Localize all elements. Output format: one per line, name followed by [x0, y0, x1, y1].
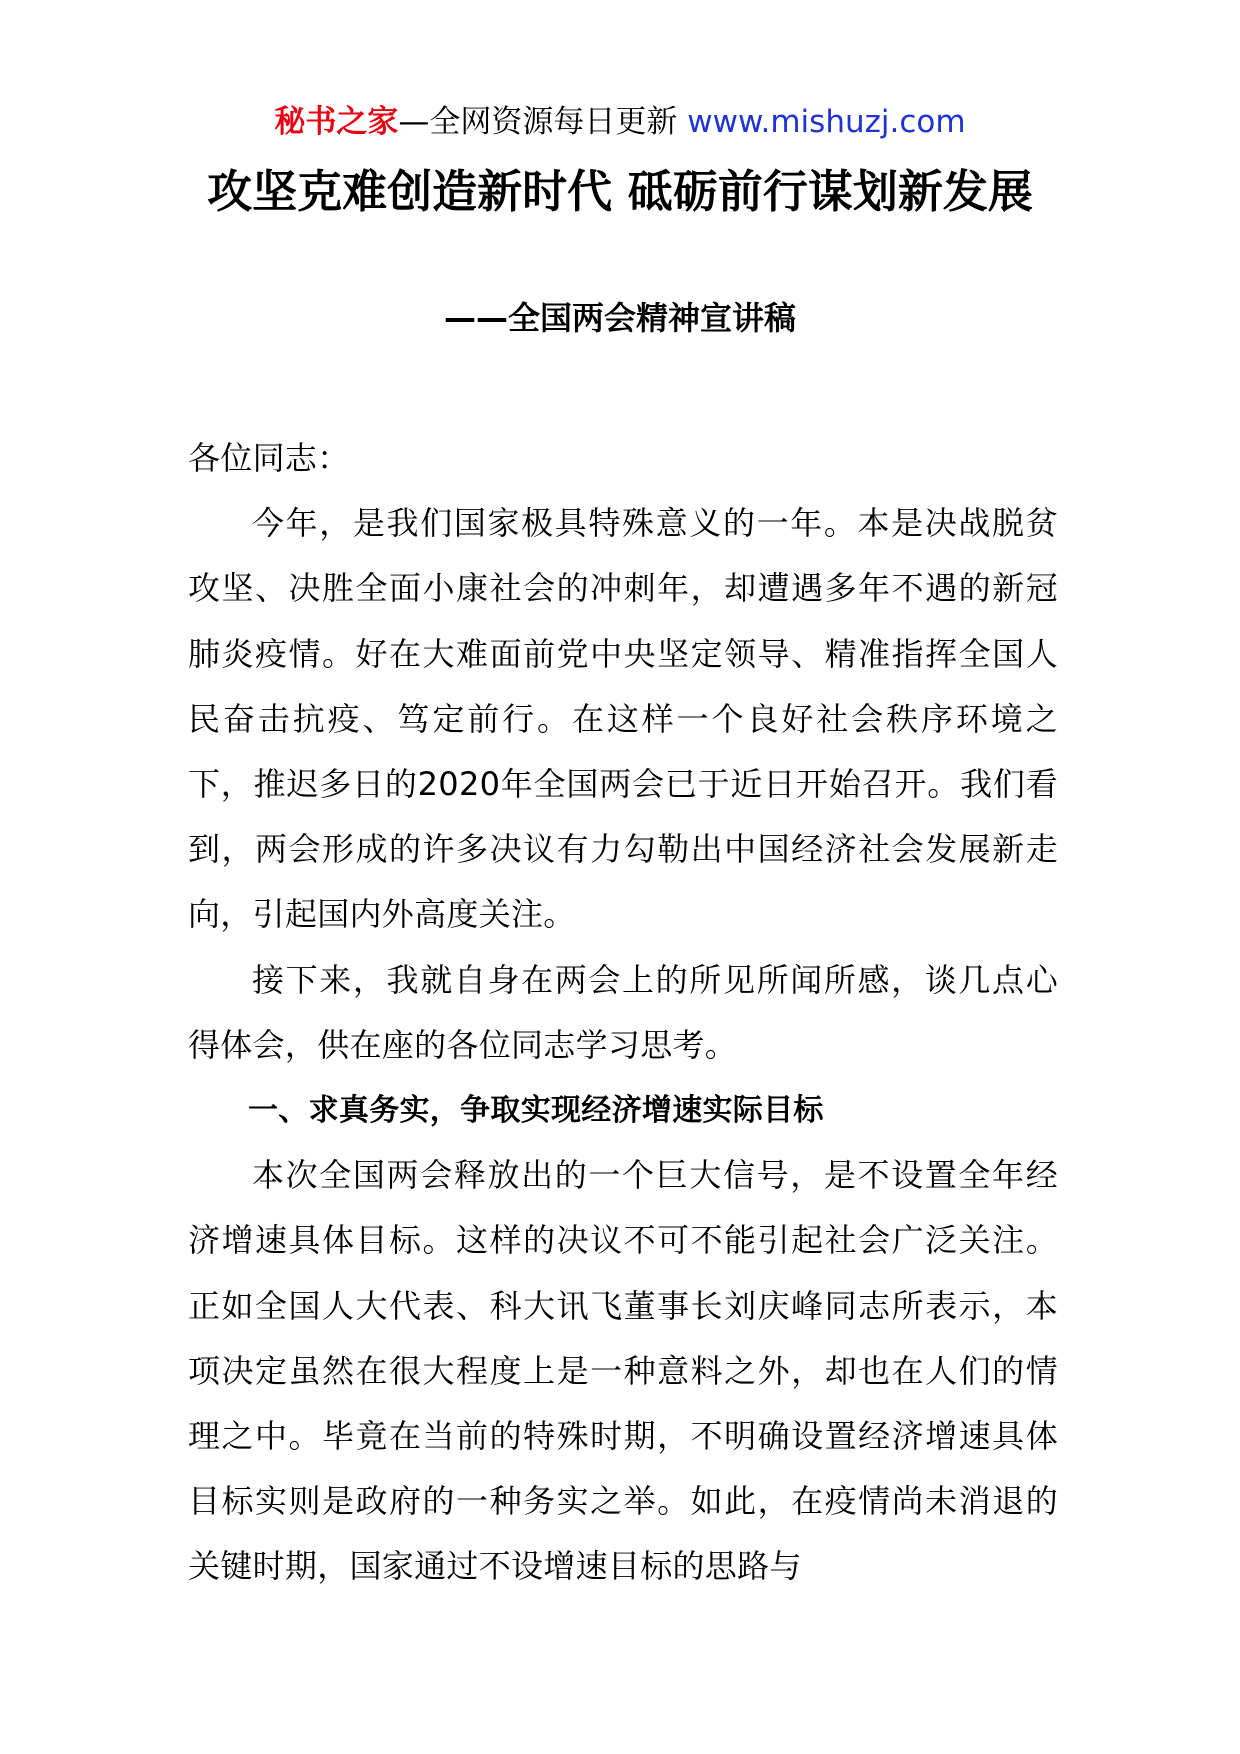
- document-subtitle: ——全国两会精神宣讲稿: [443, 299, 796, 337]
- site-brand: 秘书之家: [274, 104, 399, 140]
- site-tagline: —全网资源每日更新: [398, 104, 678, 140]
- body-paragraph: 接下来，我就自身在两会上的所见所闻所感，谈几点心得体会，供在座的各位同志学习思考。: [188, 960, 1058, 1064]
- salutation: 各位同志：: [188, 439, 350, 477]
- site-header: [0, 100, 1240, 144]
- body-paragraph: 今年，是我们国家极具特殊意义的一年。本是决战脱贫攻坚、决胜全面小康社会的冲刺年，却遭遇多年不遇的新冠肺炎疫情。好在大难面前党中央坚定领导、精准指挥全国人民奋击抗疫、笃定前行。在这样一个良好社会秩序环境之下，推迟多日的2020年全国两会已于近日开始召开。我们看到，两会形成的许多决议有力勾勒出中国经济社会发展新走向，引起国内外高度关注。: [188, 504, 1058, 934]
- site-url-link[interactable]: www.mishuzj.com: [687, 104, 966, 140]
- document-body: [188, 426, 1058, 1600]
- section-heading: 一、求真务实，争取实现经济增速实际目标: [248, 1093, 824, 1129]
- body-paragraph: 本次全国两会释放出的一个巨大信号，是不设置全年经济增速具体目标。这样的决议不可不能引起社会广泛关注。正如全国人大代表、科大讯飞董事长刘庆峰同志所表示，本项决定虽然在很大程度上是一种意料之外，却也在人们的情理之中。毕竟在当前的特殊时期，不明确设置经济增速具体目标实则是政府的一种务实之举。如此，在疫情尚未消退的关键时期，国家通过不设增速目标的思路与: [188, 1156, 1058, 1586]
- document-title: 攻坚克难创造新时代 砥砺前行谋划新发展: [207, 165, 1033, 218]
